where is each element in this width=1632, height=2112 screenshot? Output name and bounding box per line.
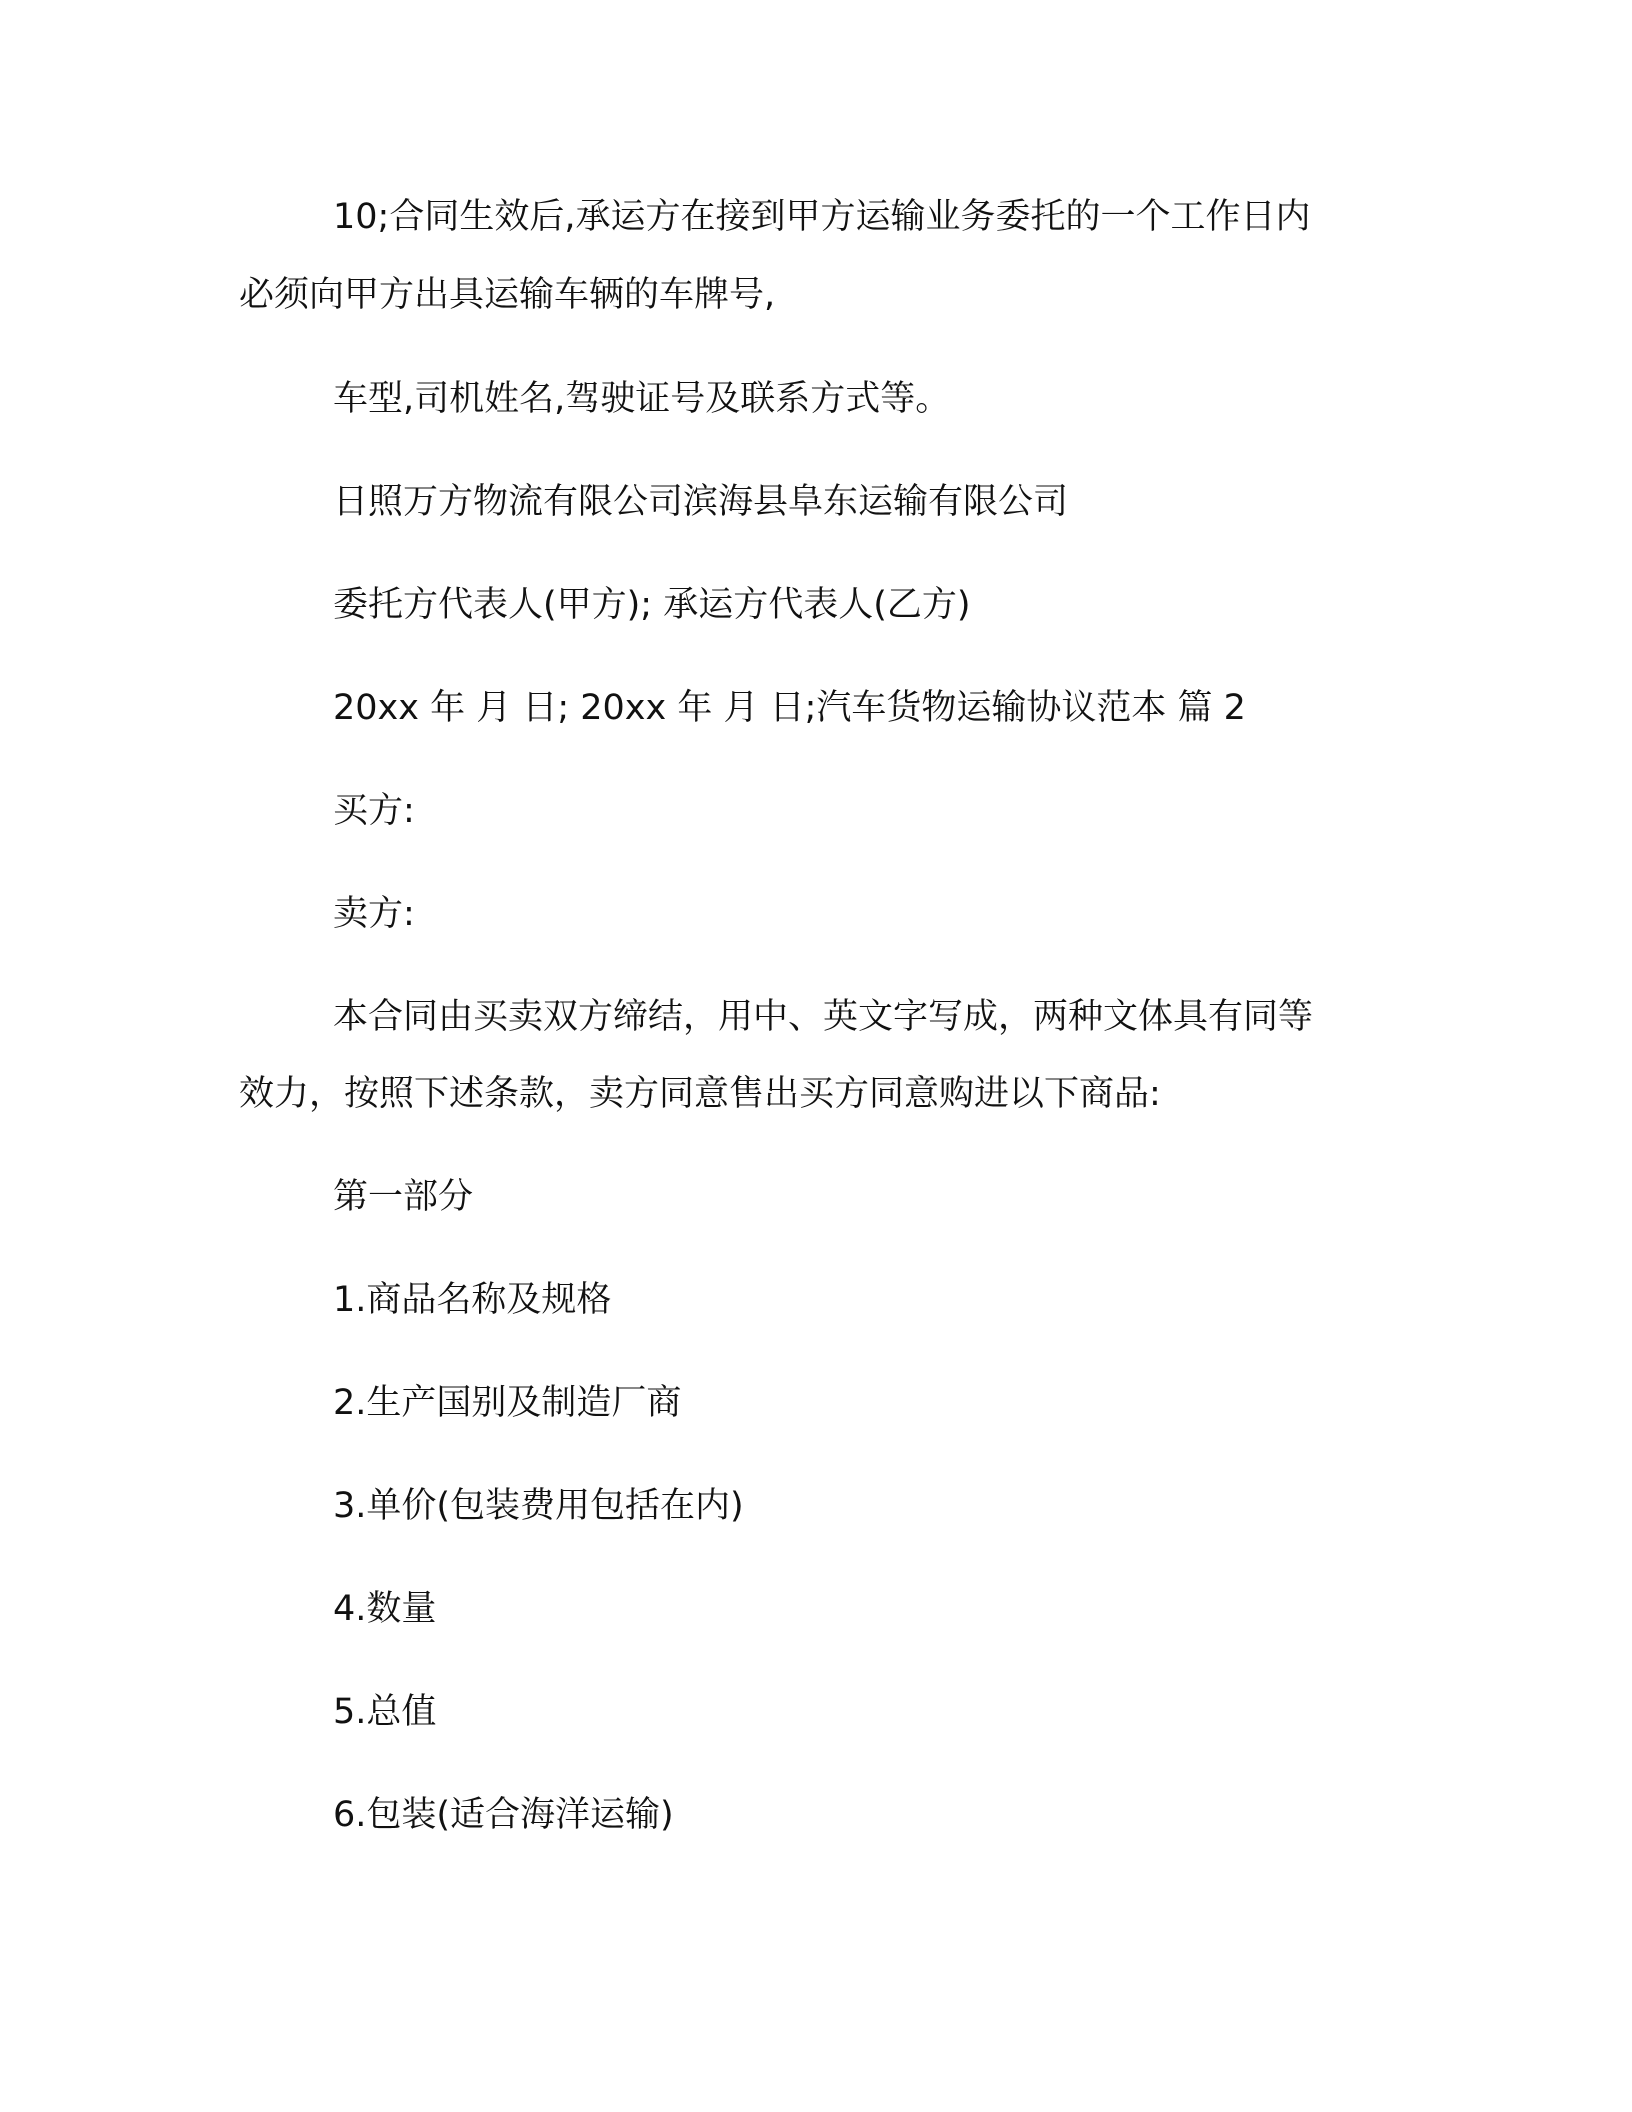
contract-intro-line-2: 效力，按照下述条款，卖方同意售出买方同意购进以下商品: xyxy=(239,1074,1161,1114)
list-item-3: 3.单价(包装费用包括在内) xyxy=(333,1486,744,1526)
clause-10-line-1: 10;合同生效后,承运方在接到甲方运输业务委托的一个工作日内 xyxy=(333,197,1311,237)
list-item-6: 6.包装(适合海洋运输) xyxy=(333,1795,674,1835)
list-item-2: 2.生产国别及制造厂商 xyxy=(333,1383,682,1423)
clause-10-line-3: 车型,司机姓名,驾驶证号及联系方式等。 xyxy=(333,379,951,419)
contract-intro-line-1: 本合同由买卖双方缔结，用中、英文字写成，两种文体具有同等 xyxy=(333,997,1314,1037)
buyer-label: 买方: xyxy=(333,791,415,831)
list-item-5: 5.总值 xyxy=(333,1692,437,1732)
list-item-1: 1.商品名称及规格 xyxy=(333,1280,612,1320)
company-names: 日照万方物流有限公司滨海县阜东运输有限公司 xyxy=(333,482,1069,522)
date-and-section-heading: 20xx 年 月 日; 20xx 年 月 日;汽车货物运输协议范本 篇 2 xyxy=(333,688,1246,728)
representatives-line: 委托方代表人(甲方); 承运方代表人(乙方) xyxy=(333,585,971,625)
clause-10-line-2: 必须向甲方出具运输车辆的车牌号, xyxy=(239,275,776,315)
seller-label: 卖方: xyxy=(333,894,415,934)
part-one-heading: 第一部分 xyxy=(333,1177,474,1217)
list-item-4: 4.数量 xyxy=(333,1589,437,1629)
